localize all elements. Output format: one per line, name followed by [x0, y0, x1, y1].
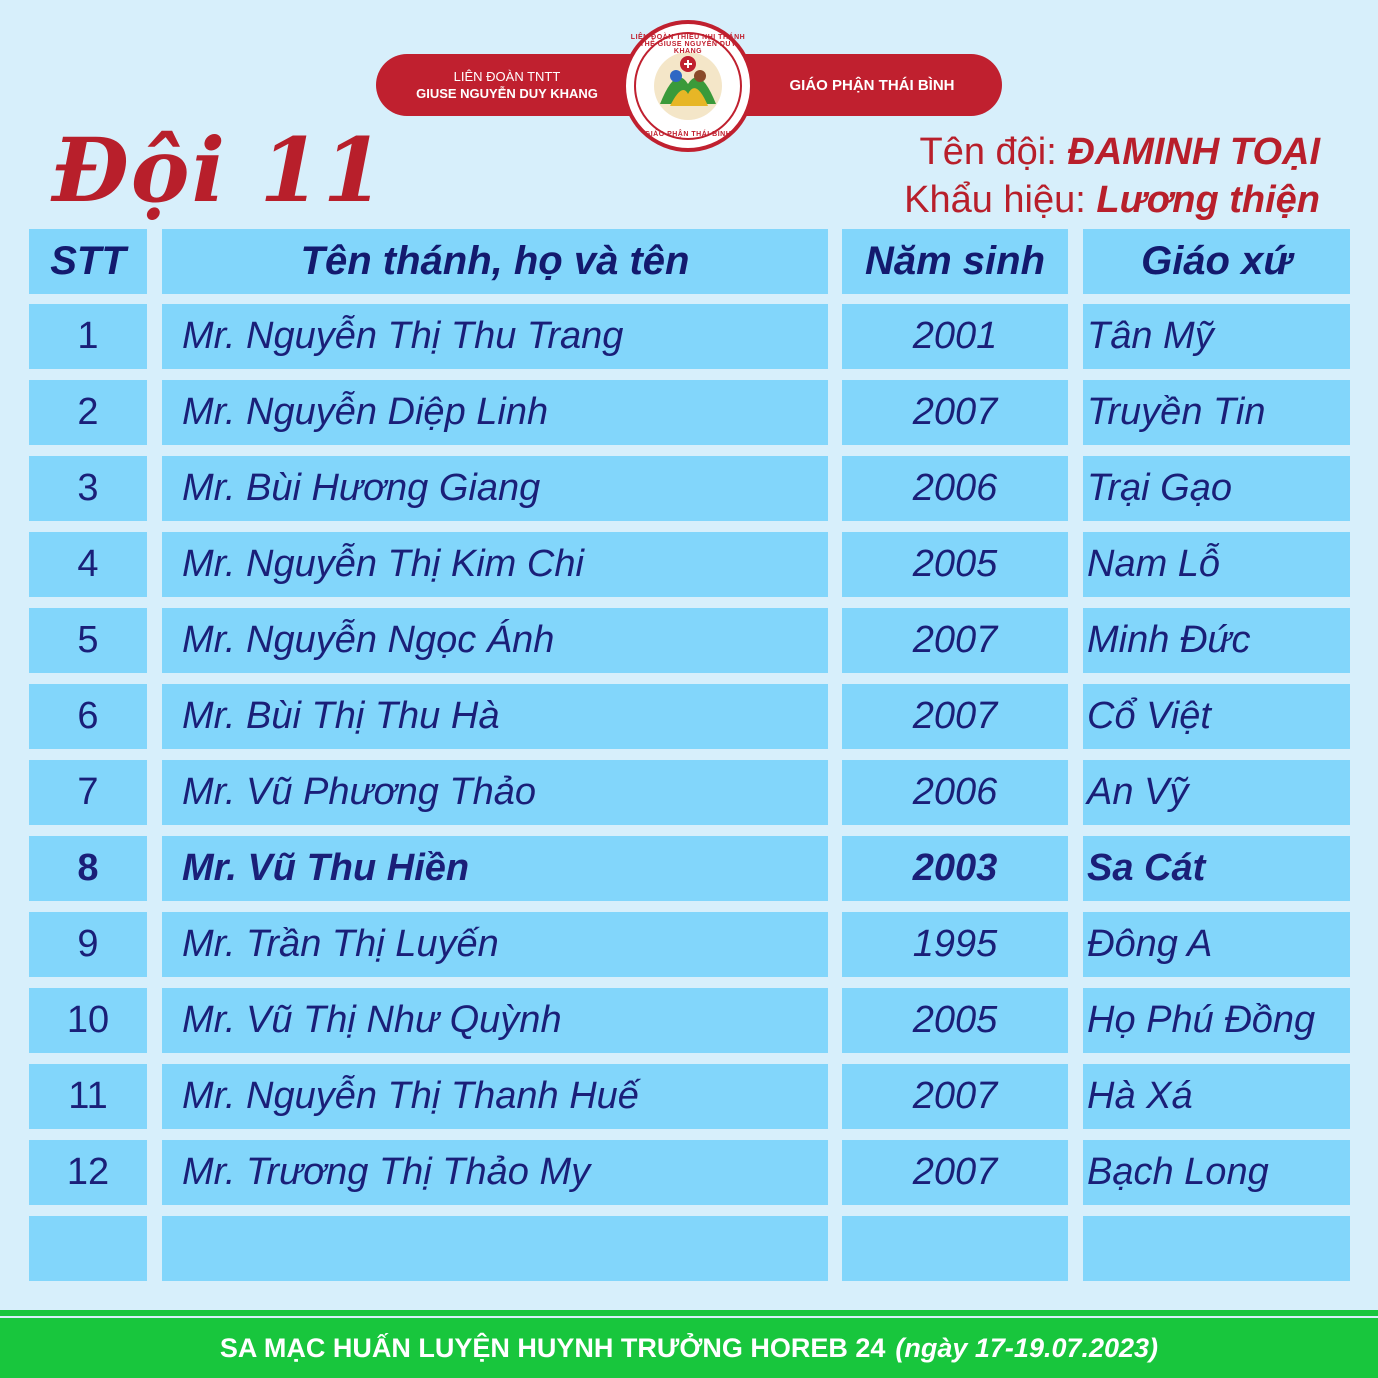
cell-stt: 10 [29, 988, 147, 1053]
cell-parish: Nam Lỗ [1083, 532, 1350, 597]
cell-stt [29, 1216, 147, 1281]
header-parish: Giáo xứ [1083, 229, 1350, 294]
cell-year: 2007 [842, 684, 1068, 749]
banner-org-line2: GIUSE NGUYỄN DUY KHANG [416, 86, 598, 101]
cell-stt: 8 [29, 836, 147, 901]
cell-parish: Cổ Việt [1083, 684, 1350, 749]
cell-stt: 1 [29, 304, 147, 369]
cell-name: Mr. Bùi Hương Giang [162, 456, 828, 521]
logo-text-top: LIÊN ĐOÀN THIẾU NHI THÁNH THỂ GIUSE NGUYỄN DUY KHANG [630, 34, 746, 55]
cell-parish: Truyền Tin [1083, 380, 1350, 445]
cell-name: Mr. Vũ Thu Hiền [162, 836, 828, 901]
cell-parish: Họ Phú Đồng [1083, 988, 1350, 1053]
team-motto-value: Lương thiện [1096, 179, 1320, 221]
cell-name: Mr. Nguyễn Thị Thu Trang [162, 304, 828, 369]
header-name: Tên thánh, họ và tên [162, 229, 828, 294]
cell-year: 2003 [842, 836, 1068, 901]
banner-diocese: GIÁO PHẬN THÁI BÌNH [789, 76, 955, 94]
cell-name: Mr. Vũ Thị Như Quỳnh [162, 988, 828, 1053]
cell-name: Mr. Nguyễn Thị Thanh Huế [162, 1064, 828, 1129]
team-name-value: ĐAMINH TOẠI [1067, 131, 1320, 173]
cell-parish: Đông A [1083, 912, 1350, 977]
cell-name: Mr. Bùi Thị Thu Hà [162, 684, 828, 749]
team-motto-label: Khẩu hiệu: [904, 179, 1086, 221]
footer-text: SA MẠC HUẤN LUYỆN HUYNH TRƯỞNG HOREB 24 [219, 1332, 886, 1363]
cell-year: 2001 [842, 304, 1068, 369]
cell-parish: An Vỹ [1083, 760, 1350, 825]
cell-name: Mr. Vũ Phương Thảo [162, 760, 828, 825]
cell-year: 2007 [842, 1064, 1068, 1129]
cell-parish: Hà Xá [1083, 1064, 1350, 1129]
header-year: Năm sinh [842, 229, 1068, 294]
cell-year: 2006 [842, 456, 1068, 521]
cell-name [162, 1216, 828, 1281]
footer-divider [0, 1310, 1378, 1316]
cell-parish: Bạch Long [1083, 1140, 1350, 1205]
cell-stt: 9 [29, 912, 147, 977]
team-name-line [904, 128, 1320, 176]
cell-year: 2005 [842, 988, 1068, 1053]
logo-text-bottom: GIÁO PHẬN THÁI BÌNH [644, 131, 732, 138]
cell-parish: Tân Mỹ [1083, 304, 1350, 369]
cell-name: Mr. Nguyễn Diệp Linh [162, 380, 828, 445]
cell-stt: 12 [29, 1140, 147, 1205]
cell-stt: 11 [29, 1064, 147, 1129]
banner-org-line1: LIÊN ĐOÀN TNTT [453, 69, 561, 84]
cell-stt: 5 [29, 608, 147, 673]
cell-year: 1995 [842, 912, 1068, 977]
cell-parish: Minh Đức [1083, 608, 1350, 673]
team-info [904, 128, 1320, 224]
cell-year: 2005 [842, 532, 1068, 597]
team-motto-line [904, 176, 1320, 224]
cell-year: 2007 [842, 380, 1068, 445]
cell-name: Mr. Trần Thị Luyến [162, 912, 828, 977]
cell-stt: 2 [29, 380, 147, 445]
cell-year: 2007 [842, 608, 1068, 673]
cell-parish: Sa Cát [1083, 836, 1350, 901]
cell-name: Mr. Nguyễn Thị Kim Chi [162, 532, 828, 597]
team-name-label: Tên đội: [919, 131, 1057, 173]
banner-left-text [376, 54, 638, 116]
cell-year: 2006 [842, 760, 1068, 825]
logo [622, 20, 754, 152]
cell-stt: 6 [29, 684, 147, 749]
cell-stt: 3 [29, 456, 147, 521]
cell-name: Mr. Trương Thị Thảo My [162, 1140, 828, 1205]
cell-stt: 7 [29, 760, 147, 825]
cell-name: Mr. Nguyễn Ngọc Ánh [162, 608, 828, 673]
footer-date: (ngày 17-19.07.2023) [895, 1332, 1159, 1363]
cell-parish: Trại Gạo [1083, 456, 1350, 521]
team-title: Đội 11 [52, 118, 387, 222]
cell-parish [1083, 1216, 1350, 1281]
cell-stt: 4 [29, 532, 147, 597]
cell-year [842, 1216, 1068, 1281]
cell-year: 2007 [842, 1140, 1068, 1205]
header-stt: STT [29, 229, 147, 294]
footer-banner [0, 1318, 1378, 1378]
